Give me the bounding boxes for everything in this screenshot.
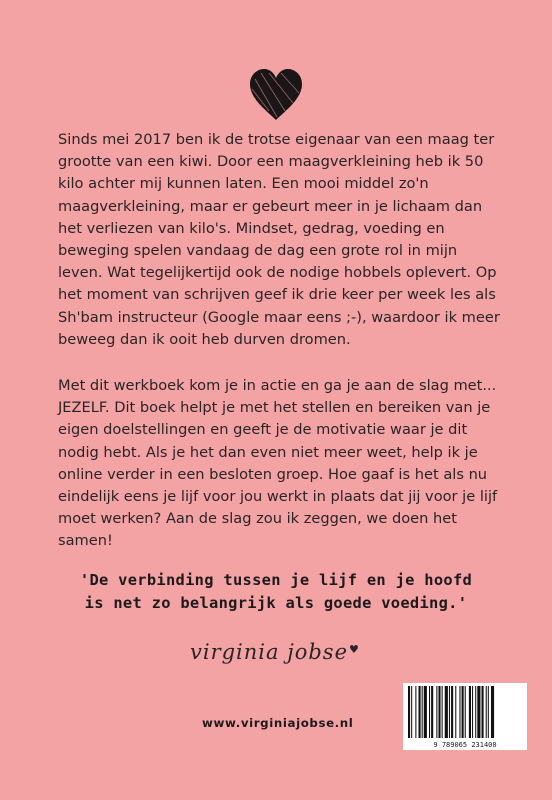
barcode-bar <box>482 686 484 738</box>
barcode-bar <box>449 686 450 738</box>
barcode-bars <box>406 686 524 738</box>
barcode-bar <box>436 686 437 738</box>
barcode-bar <box>429 686 430 738</box>
quote-line-1: 'De verbinding tussen je lijf en je hoofd <box>79 571 473 589</box>
barcode-bar <box>431 686 433 738</box>
barcode-bar <box>455 686 456 738</box>
barcode-bar <box>451 686 453 738</box>
quote-line-2: is net zo belangrijk als goede voeding.' <box>84 594 468 612</box>
barcode-bar <box>472 686 473 738</box>
barcode-bar <box>488 686 489 738</box>
isbn-number: 9 789065 231400 <box>433 741 497 749</box>
barcode-bar <box>462 686 464 738</box>
barcode-bar <box>469 686 471 738</box>
signature-text: virginia jobse <box>190 640 349 664</box>
barcode-bar <box>445 686 448 738</box>
barcode <box>403 683 527 750</box>
heart-icon <box>247 67 305 122</box>
barcode-bar <box>465 686 466 738</box>
barcode-bar <box>486 686 487 738</box>
barcode-bar <box>424 686 427 738</box>
barcode-bar <box>459 686 460 738</box>
author-signature <box>190 640 360 664</box>
intro-paragraph: Sinds mei 2017 ben ik de trotse eigenaar van een maag ter grootte van een kiwi. Door een maagverkleining heb ik 50 kilo achter mij kunnen laten. Een mooi middel zo'n maagverkleining, maar er gebeurt meer in je lichaam dan het verliezen van kilo's. Mindset, gedrag, voeding en beweging spelen vandaag de dag een grote rol in mijn leven. Wat tegelijkertijd ook de nodige hobbels oplevert. Op het moment van schrijven geef ik drie keer per week les als Sh'bam instructeur (Google maar eens ;-), waardoor ik meer beweeg dan ik ooit heb durven dromen. <box>58 131 500 348</box>
barcode-bar <box>475 686 476 738</box>
workbook-paragraph: Met dit werkboek kom je in actie en ga je aan de slag met... JEZELF. Dit boek helpt je met het stellen en bereiken van je eigen doelstellingen en geeft je de motivatie waar je dit nodig hebt. Als je het dan even niet meer weet, help ik je online verder in een besloten groep. Hoe gaaf is het als nu eindelijk eens je lijf voor jou werkt in plaats dat jij voor je lijf moet werken? Aan de slag zou ik zeggen, we doen het samen! <box>58 377 498 550</box>
barcode-bar <box>415 686 416 738</box>
signature-heart-icon: ♥ <box>349 643 360 656</box>
website-url: www.virginiajobse.nl <box>202 716 354 730</box>
barcode-bar <box>442 686 443 738</box>
pull-quote <box>0 569 552 615</box>
barcode-bar <box>408 686 410 738</box>
barcode-bar <box>422 686 423 738</box>
barcode-bar <box>477 686 480 738</box>
barcode-bar <box>438 686 440 738</box>
barcode-bar <box>491 686 494 738</box>
barcode-bar <box>419 686 421 738</box>
barcode-bar <box>411 686 412 738</box>
